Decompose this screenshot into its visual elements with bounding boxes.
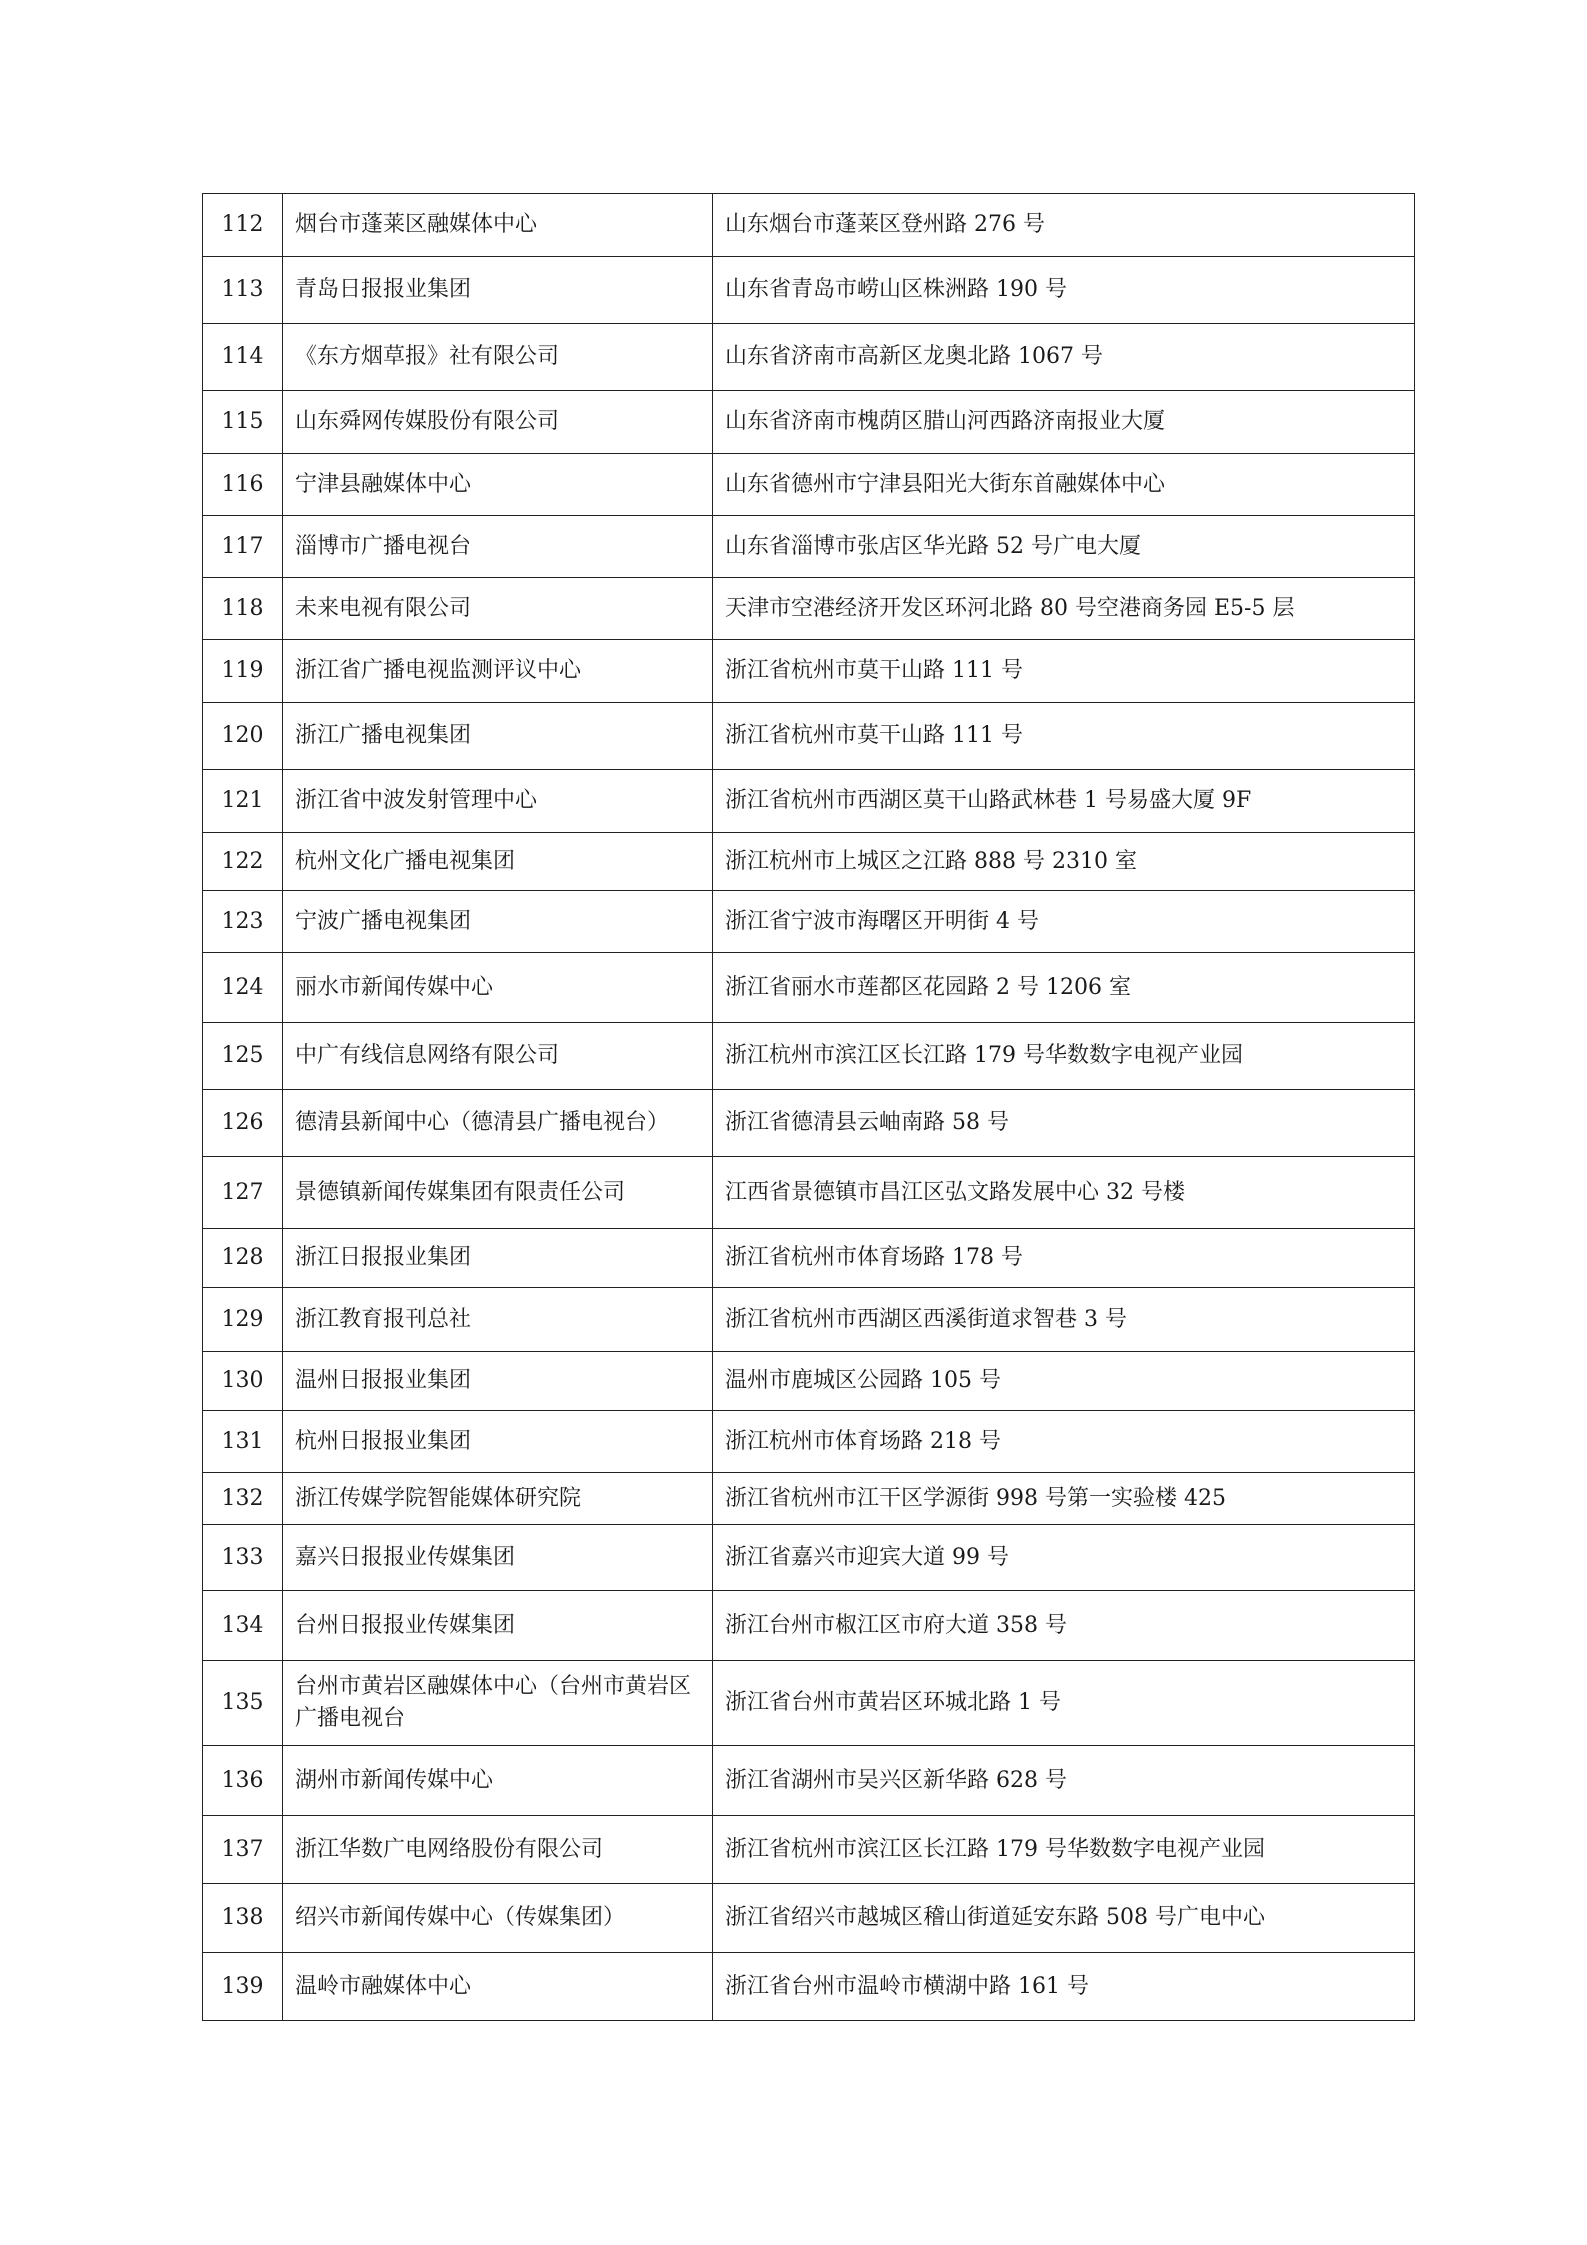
organization-address: 山东省德州市宁津县阳光大街东首融媒体中心 (713, 454, 1415, 516)
organization-name: 浙江省广播电视监测评议中心 (283, 640, 713, 703)
table-row (203, 257, 1415, 324)
table-row (203, 516, 1415, 578)
row-number: 115 (203, 391, 283, 454)
organization-name: 杭州日报报业集团 (283, 1411, 713, 1473)
row-number: 118 (203, 578, 283, 640)
table-row (203, 1157, 1415, 1229)
organization-address: 浙江杭州市上城区之江路 888 号 2310 室 (713, 833, 1415, 891)
table-row (203, 1090, 1415, 1157)
organization-address: 天津市空港经济开发区环河北路 80 号空港商务园 E5-5 层 (713, 578, 1415, 640)
organization-name: 嘉兴日报报业传媒集团 (283, 1525, 713, 1591)
table-row (203, 1746, 1415, 1816)
row-number: 125 (203, 1023, 283, 1090)
row-number: 113 (203, 257, 283, 324)
row-number: 121 (203, 770, 283, 833)
organization-address: 浙江省台州市黄岩区环城北路 1 号 (713, 1661, 1415, 1746)
organization-address: 浙江省德清县云岫南路 58 号 (713, 1090, 1415, 1157)
row-number: 114 (203, 324, 283, 391)
organization-address: 浙江省湖州市吴兴区新华路 628 号 (713, 1746, 1415, 1816)
organization-name: 未来电视有限公司 (283, 578, 713, 640)
row-number: 120 (203, 703, 283, 770)
organization-name: 温州日报报业集团 (283, 1352, 713, 1411)
organization-address: 浙江省台州市温岭市横湖中路 161 号 (713, 1953, 1415, 2021)
organization-address: 浙江台州市椒江区市府大道 358 号 (713, 1591, 1415, 1661)
table-row (203, 1525, 1415, 1591)
table-row (203, 391, 1415, 454)
media-organization-table (202, 193, 1415, 2021)
table-row (203, 1023, 1415, 1090)
organization-address: 浙江省嘉兴市迎宾大道 99 号 (713, 1525, 1415, 1591)
organization-name: 中广有线信息网络有限公司 (283, 1023, 713, 1090)
row-number: 112 (203, 194, 283, 257)
table-row (203, 1816, 1415, 1884)
row-number: 131 (203, 1411, 283, 1473)
row-number: 116 (203, 454, 283, 516)
organization-address: 浙江省绍兴市越城区稽山街道延安东路 508 号广电中心 (713, 1884, 1415, 1953)
organization-address: 浙江杭州市滨江区长江路 179 号华数数字电视产业园 (713, 1023, 1415, 1090)
organization-address: 浙江省宁波市海曙区开明街 4 号 (713, 891, 1415, 953)
organization-address: 浙江省丽水市莲都区花园路 2 号 1206 室 (713, 953, 1415, 1023)
organization-address: 山东烟台市蓬莱区登州路 276 号 (713, 194, 1415, 257)
organization-name: 景德镇新闻传媒集团有限责任公司 (283, 1157, 713, 1229)
row-number: 138 (203, 1884, 283, 1953)
row-number: 129 (203, 1288, 283, 1352)
row-number: 122 (203, 833, 283, 891)
table-row (203, 1953, 1415, 2021)
organization-address: 浙江省杭州市西湖区西溪街道求智巷 3 号 (713, 1288, 1415, 1352)
organization-address: 山东省济南市高新区龙奥北路 1067 号 (713, 324, 1415, 391)
organization-address: 浙江省杭州市西湖区莫干山路武林巷 1 号易盛大厦 9F (713, 770, 1415, 833)
organization-name: 绍兴市新闻传媒中心（传媒集团） (283, 1884, 713, 1953)
row-number: 136 (203, 1746, 283, 1816)
table-row (203, 1352, 1415, 1411)
organization-name: 台州市黄岩区融媒体中心（台州市黄岩区广播电视台 (283, 1661, 713, 1746)
organization-name: 浙江教育报刊总社 (283, 1288, 713, 1352)
organization-address: 温州市鹿城区公园路 105 号 (713, 1352, 1415, 1411)
organization-name: 烟台市蓬莱区融媒体中心 (283, 194, 713, 257)
row-number: 134 (203, 1591, 283, 1661)
row-number: 139 (203, 1953, 283, 2021)
organization-address: 浙江省杭州市体育场路 178 号 (713, 1229, 1415, 1288)
table-row (203, 640, 1415, 703)
organization-name: 温岭市融媒体中心 (283, 1953, 713, 2021)
organization-name: 青岛日报报业集团 (283, 257, 713, 324)
row-number: 137 (203, 1816, 283, 1884)
table-row (203, 1661, 1415, 1746)
table-body (203, 194, 1415, 2021)
table-row (203, 454, 1415, 516)
row-number: 130 (203, 1352, 283, 1411)
table-row (203, 1473, 1415, 1525)
table-row (203, 1884, 1415, 1953)
row-number: 135 (203, 1661, 283, 1746)
row-number: 124 (203, 953, 283, 1023)
organization-name: 丽水市新闻传媒中心 (283, 953, 713, 1023)
table-row (203, 1591, 1415, 1661)
organization-address: 浙江省杭州市滨江区长江路 179 号华数数字电视产业园 (713, 1816, 1415, 1884)
table-row (203, 1229, 1415, 1288)
organization-address: 浙江省杭州市莫干山路 111 号 (713, 703, 1415, 770)
row-number: 127 (203, 1157, 283, 1229)
organization-address: 江西省景德镇市昌江区弘文路发展中心 32 号楼 (713, 1157, 1415, 1229)
organization-name: 杭州文化广播电视集团 (283, 833, 713, 891)
row-number: 133 (203, 1525, 283, 1591)
table-row (203, 833, 1415, 891)
organization-name: 《东方烟草报》社有限公司 (283, 324, 713, 391)
row-number: 119 (203, 640, 283, 703)
organization-name: 宁波广播电视集团 (283, 891, 713, 953)
organization-address: 浙江省杭州市江干区学源街 998 号第一实验楼 425 (713, 1473, 1415, 1525)
organization-name: 浙江日报报业集团 (283, 1229, 713, 1288)
organization-name: 淄博市广播电视台 (283, 516, 713, 578)
organization-name: 德清县新闻中心（德清县广播电视台） (283, 1090, 713, 1157)
organization-name: 浙江传媒学院智能媒体研究院 (283, 1473, 713, 1525)
organization-name: 台州日报报业传媒集团 (283, 1591, 713, 1661)
organization-address: 山东省济南市槐荫区腊山河西路济南报业大厦 (713, 391, 1415, 454)
table-row (203, 891, 1415, 953)
row-number: 132 (203, 1473, 283, 1525)
row-number: 123 (203, 891, 283, 953)
organization-address: 浙江省杭州市莫干山路 111 号 (713, 640, 1415, 703)
organization-name: 浙江省中波发射管理中心 (283, 770, 713, 833)
organization-name: 浙江华数广电网络股份有限公司 (283, 1816, 713, 1884)
organization-name: 浙江广播电视集团 (283, 703, 713, 770)
row-number: 126 (203, 1090, 283, 1157)
organization-name: 宁津县融媒体中心 (283, 454, 713, 516)
table-row (203, 324, 1415, 391)
table-row (203, 578, 1415, 640)
organization-name: 湖州市新闻传媒中心 (283, 1746, 713, 1816)
organization-name: 山东舜网传媒股份有限公司 (283, 391, 713, 454)
table-row (203, 1411, 1415, 1473)
row-number: 117 (203, 516, 283, 578)
table-row (203, 194, 1415, 257)
table-row (203, 953, 1415, 1023)
table-row (203, 1288, 1415, 1352)
organization-address: 浙江杭州市体育场路 218 号 (713, 1411, 1415, 1473)
organization-address: 山东省青岛市崂山区株洲路 190 号 (713, 257, 1415, 324)
organization-address: 山东省淄博市张店区华光路 52 号广电大厦 (713, 516, 1415, 578)
row-number: 128 (203, 1229, 283, 1288)
table-row (203, 703, 1415, 770)
table-row (203, 770, 1415, 833)
